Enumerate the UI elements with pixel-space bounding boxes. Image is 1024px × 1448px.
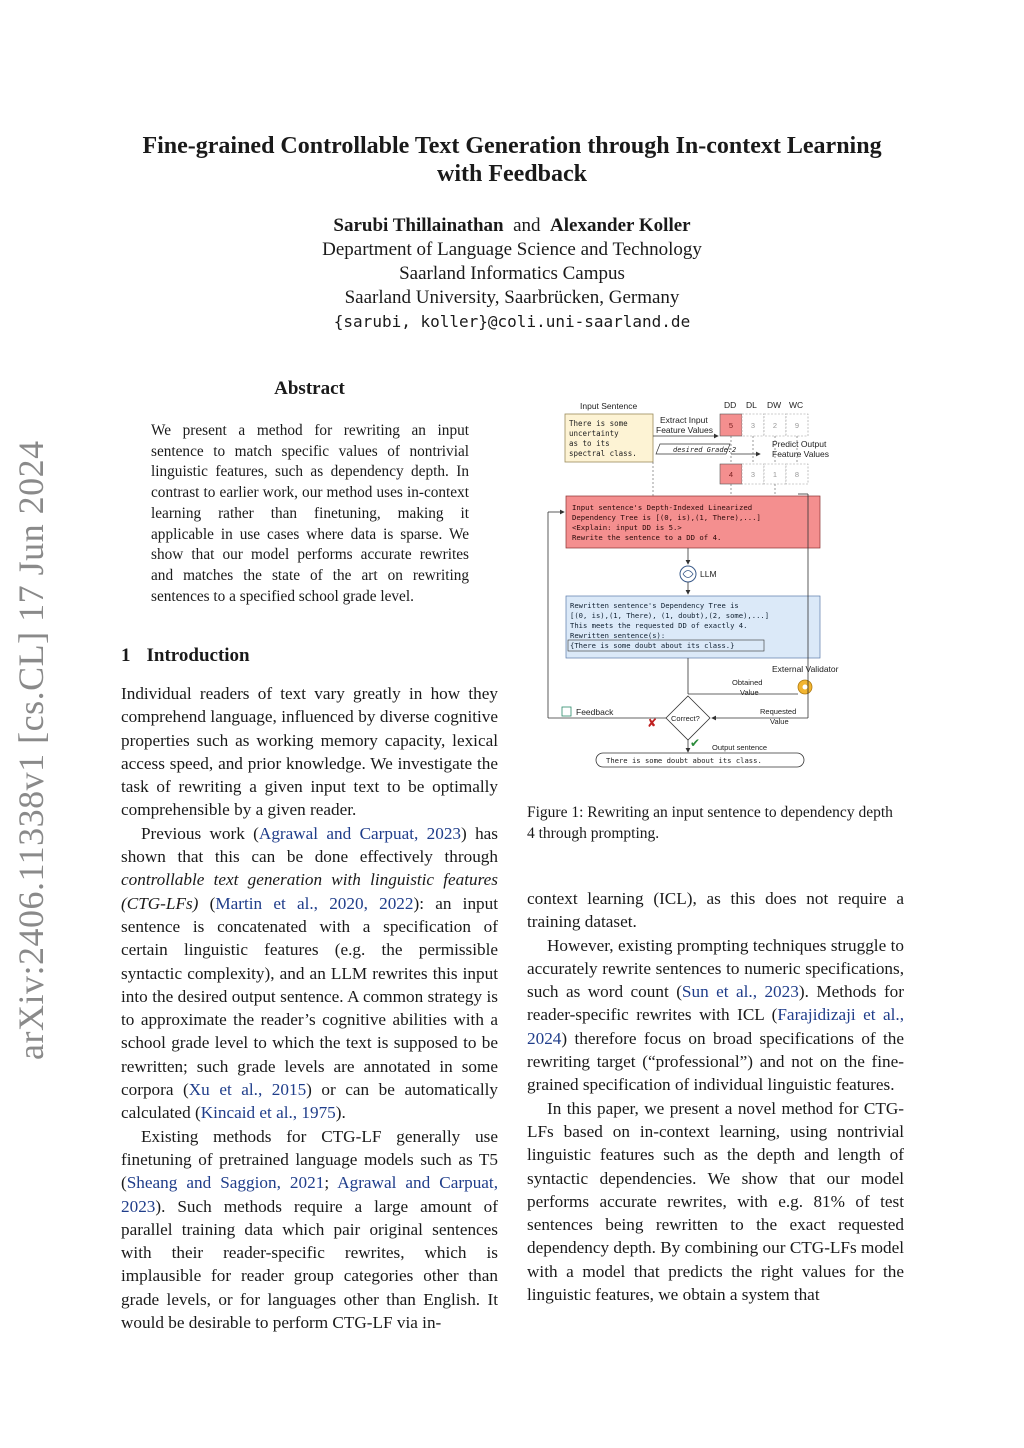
prompt-line: Input sentence's Depth-Indexed Linearized: [572, 503, 753, 512]
requested-label: Value: [770, 717, 789, 726]
figure-1-diagram: [540, 396, 860, 776]
external-validator-label: External Validator: [772, 664, 839, 674]
response-line: Rewritten sentence's Dependency Tree is: [570, 601, 739, 610]
citation-link[interactable]: Sheang and Saggion, 2021: [126, 1173, 325, 1193]
input-value: 5: [728, 421, 734, 430]
feedback-label: Feedback: [576, 707, 614, 717]
input-value: 2: [772, 421, 778, 430]
author-conjunction: and: [513, 215, 541, 236]
author-1: Sarubi Thillainathan: [333, 215, 504, 236]
llm-brain-icon: [680, 566, 696, 582]
citation-link[interactable]: Xu et al., 2015: [188, 1080, 307, 1100]
output-sentence-label: Output sentence: [712, 743, 768, 752]
citation-link[interactable]: Kincaid et al., 1975: [200, 1103, 336, 1123]
input-line: There is some: [569, 419, 628, 428]
extract-label: Extract Input: [660, 415, 708, 425]
intro-paragraph-2: Previous work (Agrawal and Carpuat, 2023) has shown that this can be done effectively through controllable text generation with linguistic features (CTG-LFs) (Martin et al., 2020, 2022): an input sentence is concatenated with a specification of certain linguistic features (e.g. the permissible syntactic complexity), and an LLM rewrites this input into the desired output sentence. A common strategy is to approximate the reader’s cognitive abilities with a school grade level to which the text is supposed to be rewritten; such grade levels are annotated in some corpora (Xu et al., 2015) or can be automatically calculated (Kincaid et al., 1975).: [121, 823, 498, 1123]
citation-link[interactable]: Sun et al., 2023: [681, 982, 799, 1002]
input-line: spectral class.: [569, 449, 637, 458]
right-paragraph-2: However, existing prompting techniques struggle to accurately rewrite sentences to numeric specifications, such as word count (Sun et al., 2023). Methods for reader-specific rewrites with ICL (Farajidizaji et al., 2024) therefore focus on broad specifications of the rewriting target (“professional”) and not on the fine-grained specification of individual linguistic features.: [527, 935, 905, 1095]
output-sentence-text: There is some doubt about its class.: [606, 756, 762, 765]
paper-title: [0, 132, 1024, 188]
check-icon: ✔: [690, 736, 701, 750]
right-paragraph-3: In this paper, we present a novel method for CTG-LFs based on in-context learning, using nontrivial linguistic features such as the depth and length of syntactic dependencies. We show that our model performs accurate rewrites, with e.g. 81% of test sentences being rewritten to the exact requested dependency depth. By combining our CTG-LFs model with a model that predicts the right values for the linguistic features, we obtain a system that: [527, 1098, 904, 1305]
predicted-value: 3: [750, 470, 756, 479]
feature-header: DD: [724, 400, 737, 410]
left-column-body: [121, 682, 498, 1334]
affiliation-3: Saarland University, Saarbrücken, Germany: [344, 287, 680, 308]
feature-header: WC: [789, 400, 804, 410]
requested-label: Requested: [760, 707, 797, 716]
prompt-line: Dependency Tree is [(0, is),(1, There),...]: [572, 513, 761, 522]
llm-label: LLM: [700, 569, 717, 579]
intro-paragraph-3: Existing methods for CTG-LF generally use finetuning of pretrained language models such as T5 (Sheang and Saggion, 2021; Agrawal and Carpuat, 2023). Such methods require a large amount of parallel training data which pair original sentences with their reader-specific rewrites, which is implausible for reader group categories other than grade levels, or for languages other than English. It would be desirable to perform CTG-LF via in-: [121, 1126, 498, 1333]
predicted-value: 1: [772, 470, 778, 479]
author-line: [0, 214, 1024, 238]
response-line: [(0, is),(1, There), (1, doubt),(2, some),...]: [570, 611, 770, 620]
intro-paragraph-1: Individual readers of text vary greatly in how they comprehend language, influenced by diverse cognitive properties such as working memory capacity, lexical access speed, and prior knowledge. We investigate the task of rewriting a given input text to be optimally comprehensible by a given reader.: [121, 684, 498, 820]
obtained-label: Obtained: [732, 678, 763, 687]
desired-grade-text: desired Grade:2: [673, 446, 737, 454]
affiliation-2: Saarland Informatics Campus: [399, 263, 625, 284]
feedback-icon: [562, 707, 571, 716]
citation-link[interactable]: Farajidizaji et al., 2024: [527, 1005, 905, 1048]
title-line-1: Fine-grained Controllable Text Generation through In-context Learning: [142, 133, 882, 159]
feature-header: DL: [746, 400, 757, 410]
figure-caption: Figure 1: Rewriting an input sentence to dependency depth 4 through prompting.: [527, 804, 893, 842]
predicted-value: 8: [794, 470, 800, 479]
cross-icon: ✘: [647, 716, 658, 730]
input-value: 3: [750, 421, 756, 430]
title-line-2: with Feedback: [437, 161, 587, 187]
arxiv-side-stamp: arXiv:2406.11338v1 [cs.CL] 17 Jun 2024: [11, 440, 51, 1060]
citation-link[interactable]: Martin et al., 2020, 2022: [215, 893, 414, 913]
input-line: as to its: [569, 439, 610, 448]
right-paragraph-1: context learning (ICL), as this does not require a training dataset.: [527, 889, 904, 932]
abstract-heading: Abstract: [274, 378, 345, 399]
input-sentence-label: Input Sentence: [580, 401, 638, 411]
predicted-value: 4: [728, 470, 734, 479]
citation-link[interactable]: Agrawal and Carpuat, 2023: [121, 1173, 498, 1216]
section-number: 1: [121, 645, 131, 666]
author-block: [0, 214, 1024, 334]
prompt-line: Rewrite the sentence to a DD of 4.: [572, 533, 722, 542]
author-email: {sarubi, koller}@coli.uni-saarland.de: [333, 312, 691, 331]
section-heading: [121, 645, 266, 667]
input-value: 9: [794, 421, 800, 430]
citation-link[interactable]: Agrawal and Carpuat, 2023: [258, 823, 462, 843]
feature-header: DW: [767, 400, 782, 410]
section-title: Introduction: [146, 645, 250, 666]
predict-label: Predict Output: [772, 439, 827, 449]
extract-label: Feature Values: [656, 425, 714, 435]
input-line: uncertainty: [569, 429, 619, 438]
response-line: {There is some doubt about its class.}: [570, 641, 735, 650]
response-line: Rewritten sentence(s):: [570, 631, 666, 640]
abstract-body: We present a method for rewriting an input sentence to match specific values of nontrivial linguistic features, such as dependency depth. In contrast to earlier work, our method uses in-context learning rather than finetuning, making it applicable in use cases where data is sparse. We show that our model performs accurate rewrites and matches the state of the art on rewriting sentences to a specified school grade level.: [151, 422, 469, 605]
right-column-body: [527, 887, 904, 1306]
response-line: This meets the requested DD of exactly 4.: [570, 621, 748, 630]
predict-label: Feature Values: [772, 449, 830, 459]
obtained-label: Value: [740, 688, 759, 697]
correct-label: Correct?: [671, 714, 700, 723]
prompt-line: <Explain: input DD is 5.>: [572, 523, 682, 532]
affiliation-1: Department of Language Science and Technology: [322, 239, 702, 260]
author-2: Alexander Koller: [550, 215, 691, 236]
